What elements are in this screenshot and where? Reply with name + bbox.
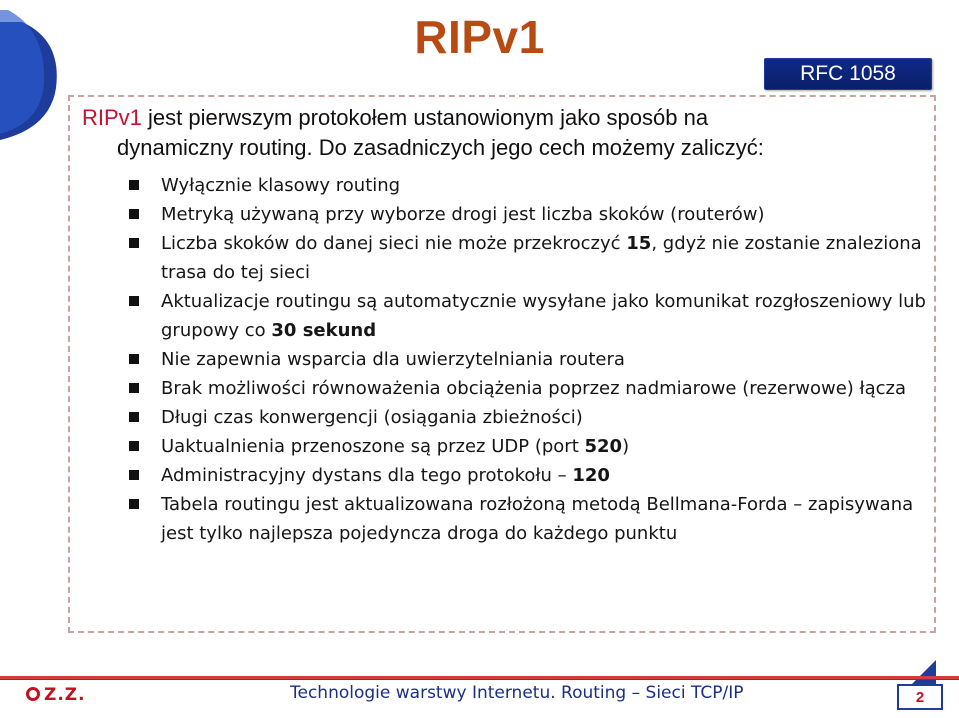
footer-title: Technologie warstwy Internetu. Routing – Sieci TCP/IP — [290, 683, 744, 703]
list-item — [121, 345, 931, 374]
bullet-text: , gdyż nie zostanie znaleziona trasa do tej sieci — [161, 233, 922, 283]
list-item — [121, 461, 931, 490]
square-bullet-icon — [129, 238, 139, 248]
list-item — [121, 200, 931, 229]
intro-lead: RIPv1 — [82, 105, 142, 130]
bullet-text: Nie zapewnia wsparcia dla uwierzytelniania routera — [161, 349, 625, 370]
footer-logo — [26, 685, 86, 707]
bullet-text: Długi czas konwergencji (osiągania zbieżności) — [161, 407, 583, 428]
bullet-text: Brak możliwości równoważenia obciążenia poprzez nadmiarowe (rezerwowe) łącza — [161, 378, 907, 399]
intro-line-1-rest: jest pierwszym protokołem ustanowionym jako sposób na — [141, 105, 709, 130]
intro-line-1 — [82, 103, 912, 133]
bullet-text: Administracyjny dystans dla tego protokołu – — [161, 465, 573, 486]
feature-list — [121, 171, 931, 548]
logo-circle-icon — [26, 687, 40, 701]
list-item — [121, 374, 931, 403]
page-number: 2 — [897, 684, 943, 710]
square-bullet-icon — [129, 296, 139, 306]
bullet-text: Liczba skoków do danej sieci nie może przekroczyć — [161, 233, 627, 254]
bullet-text: ) — [622, 436, 630, 457]
footer-divider-accent — [0, 679, 959, 680]
square-bullet-icon — [129, 354, 139, 364]
list-item — [121, 171, 931, 200]
list-item — [121, 432, 931, 461]
square-bullet-icon — [129, 499, 139, 509]
list-item — [121, 287, 931, 345]
intro-line-2: dynamiczny routing. Do zasadniczych jego cech możemy zaliczyć: — [117, 135, 764, 160]
square-bullet-icon — [129, 209, 139, 219]
list-item — [121, 403, 931, 432]
square-bullet-icon — [129, 180, 139, 190]
bullet-emphasis: 15 — [626, 233, 652, 254]
list-item — [121, 490, 931, 548]
square-bullet-icon — [129, 412, 139, 422]
list-item — [121, 229, 931, 287]
square-bullet-icon — [129, 470, 139, 480]
bullet-text: Wyłącznie klasowy routing — [161, 175, 401, 196]
bullet-text: Metryką używaną przy wyborze drogi jest liczba skoków (routerów) — [161, 204, 765, 225]
bullet-emphasis: 120 — [572, 465, 610, 486]
corner-tab-icon — [910, 660, 936, 686]
bullet-text: Tabela routingu jest aktualizowana rozłożoną metodą Bellmana-Forda – zapisywana jest tylko najlepsza pojedyncza droga do każdego punktu — [161, 494, 914, 544]
footer-logo-text: Z.Z. — [44, 685, 86, 705]
slide-title: RIPv1 — [414, 11, 545, 63]
bullet-text: Uaktualnienia przenoszone są przez UDP (port — [161, 436, 585, 457]
bullet-emphasis: 30 sekund — [271, 320, 377, 341]
bullet-text: Aktualizacje routingu są automatycznie wysyłane jako komunikat rozgłoszeniowy lub grupowy co — [161, 291, 926, 341]
intro-paragraph — [82, 103, 912, 163]
square-bullet-icon — [129, 441, 139, 451]
rfc-badge: RFC 1058 — [764, 58, 932, 90]
bullet-emphasis: 520 — [584, 436, 623, 457]
square-bullet-icon — [129, 383, 139, 393]
